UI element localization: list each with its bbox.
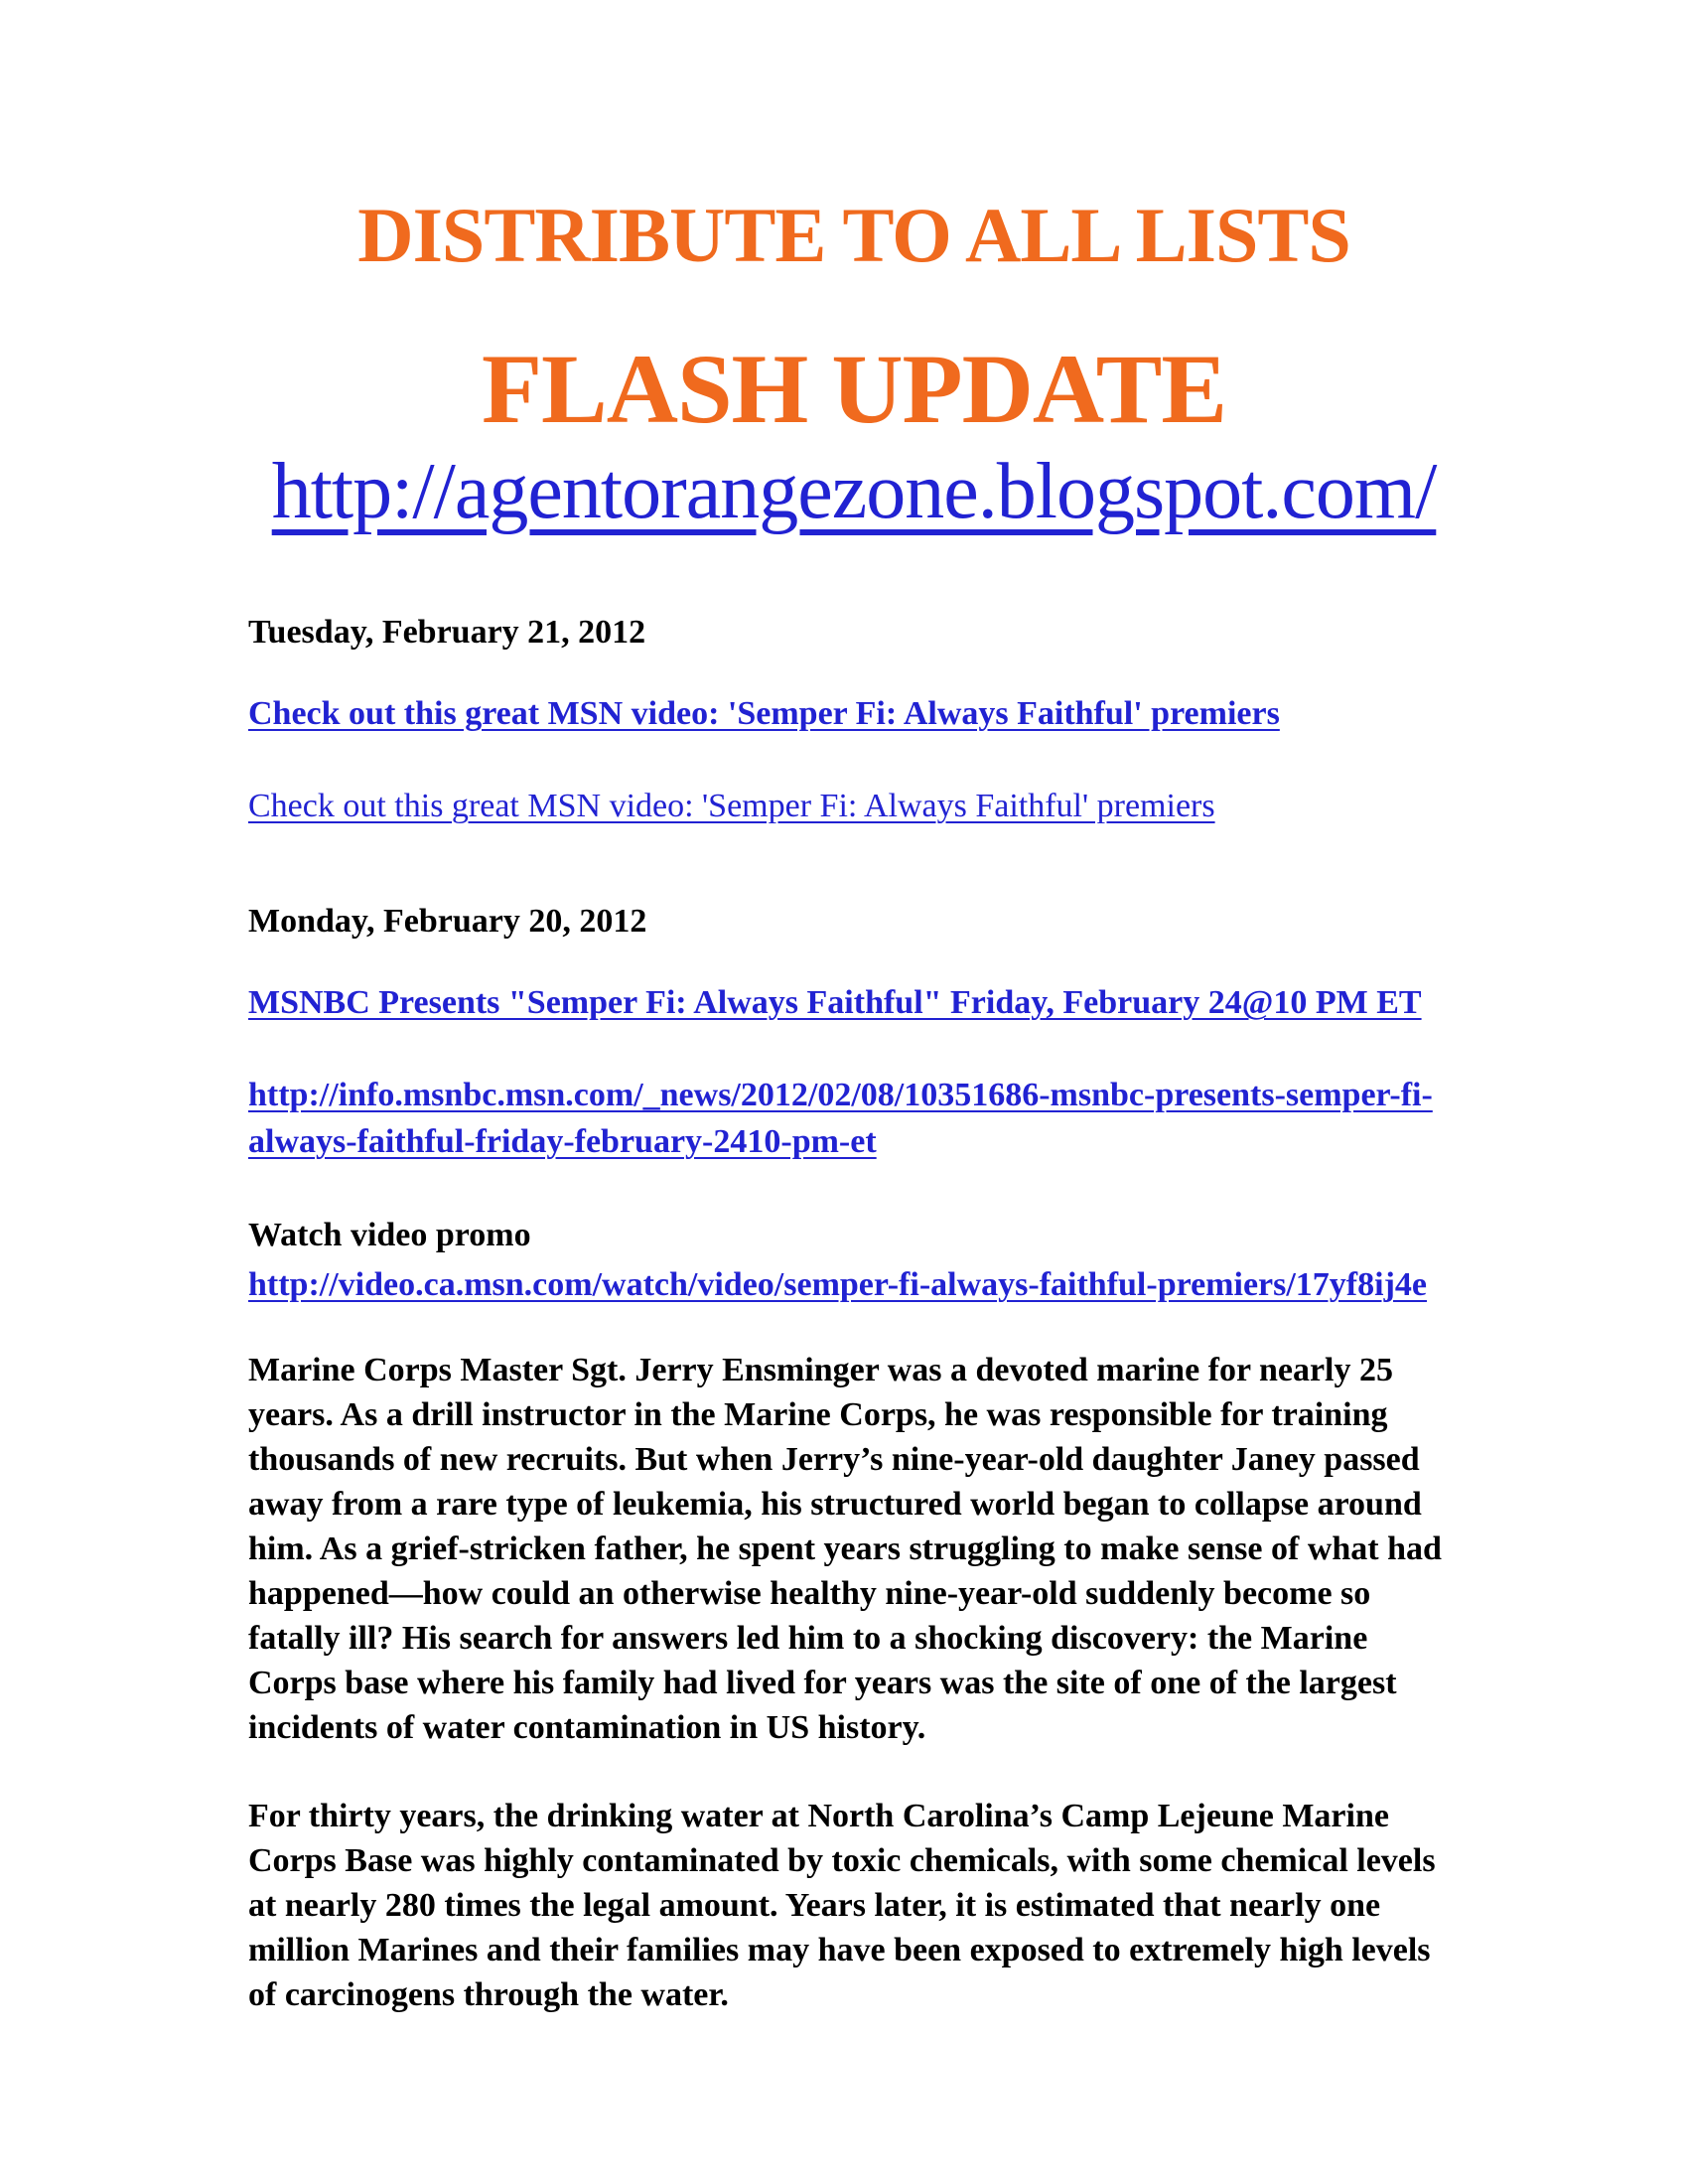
body-paragraph-ensminger: Marine Corps Master Sgt. Jerry Ensminger was a devoted marine for nearly 25 years. As a drill instructor in the Marine Corps, he was responsible for training thousands of new recruits. But when Jerry’s nine-year-old daughter Janey passed away from a rare type of leukemia, his structured world began to collapse around him. As a grief-stricken father, he spent years struggling to make sense of what had happened—how could an otherwise healthy nine-year-old suddenly become so fatally ill? His search for answers led him to a shocking discovery: the Marine Corps base where his family had lived for years was the site of one of the largest incidents of water contamination in US history.: [248, 1351, 1442, 1746]
body-paragraph-camp-lejeune: For thirty years, the drinking water at North Carolina’s Camp Lejeune Marine Corps Base was highly contaminated by toxic chemicals, with some chemical levels at nearly 280 times the legal amount. Years later, it is estimated that nearly one million Marines and their families may have been exposed to extremely high levels of carcinogens through the water.: [248, 1797, 1436, 2013]
msn-video-link-line: [248, 783, 1460, 829]
date-heading-tuesday: Tuesday, February 21, 2012: [248, 613, 646, 651]
watch-video-promo-block: [248, 1211, 1460, 1310]
flash-update-title: FLASH UPDATE: [481, 333, 1227, 444]
site-url-line: [248, 445, 1460, 538]
distribute-banner: DISTRIBUTE TO ALL LISTS: [357, 192, 1350, 278]
msn-video-link-bold-line: [248, 690, 1460, 737]
msnbc-article-link[interactable]: http://info.msnbc.msn.com/_news/2012/02/08/10351686-msnbc-presents-semper-fi-always-faithful-friday-february-2410-pm-et: [248, 1076, 1433, 1160]
video-promo-link[interactable]: http://video.ca.msn.com/watch/video/semper-fi-always-faithful-premiers/17yf8ij4e: [248, 1265, 1427, 1303]
msnbc-presents-link[interactable]: MSNBC Presents "Semper Fi: Always Faithful" Friday, February 24@10 PM ET: [248, 983, 1422, 1021]
date-heading-monday: Monday, February 20, 2012: [248, 902, 647, 940]
msnbc-presents-link-line: [248, 979, 1460, 1026]
msnbc-article-link-line: [248, 1072, 1460, 1165]
msn-video-link[interactable]: Check out this great MSN video: 'Semper Fi: Always Faithful' premiers: [248, 787, 1215, 824]
watch-video-promo-label: Watch video promo: [248, 1216, 531, 1253]
blogspot-link[interactable]: http://agentorangezone.blogspot.com/: [271, 447, 1437, 535]
msn-video-link-bold[interactable]: Check out this great MSN video: 'Semper Fi: Always Faithful' premiers: [248, 694, 1280, 732]
